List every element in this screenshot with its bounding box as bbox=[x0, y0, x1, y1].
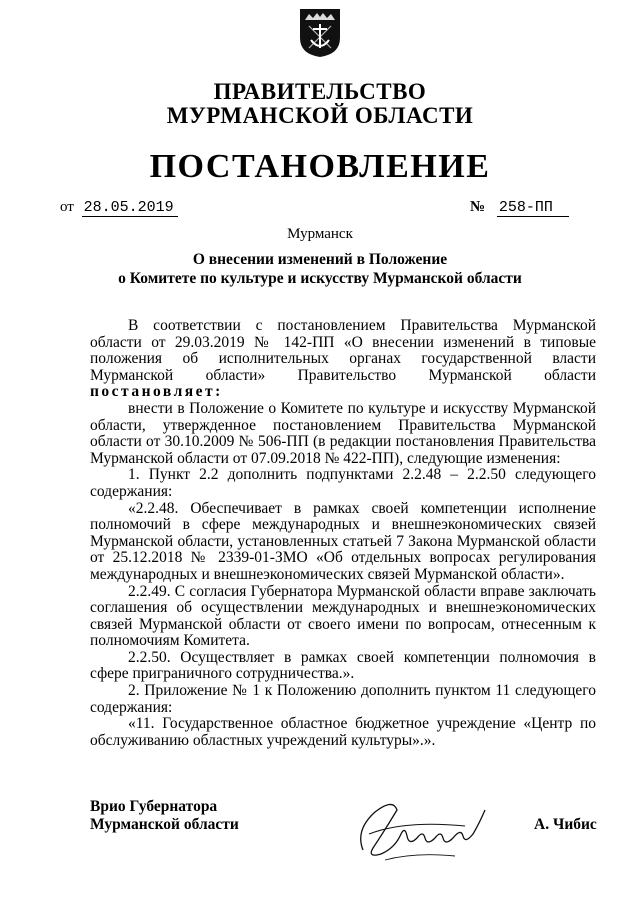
city: Мурманск bbox=[287, 226, 353, 242]
government-name-line1: ПРАВИТЕЛЬСТВО bbox=[213, 79, 427, 104]
signatory-position-line2: Мурманской области bbox=[90, 816, 239, 833]
number-field bbox=[470, 199, 569, 217]
signatory-name: А. Чибис bbox=[534, 816, 597, 833]
resolves-word: постановляет: bbox=[90, 383, 223, 401]
document-type-title: ПОСТАНОВЛЕНИЕ bbox=[149, 148, 491, 185]
paragraph-item-1: 1. Пункт 2.2 дополнить подпунктами 2.2.48 – 2.2.50 следующего содержания: bbox=[90, 466, 596, 500]
paragraph-preamble: В соответствии с постановлением Правительства Мурманской области от 29.03.2019 № 142-ПП «О внесении изменений в типовые положения об исполнительных органах государственной власти Мурманской области» Правительство Мурманской области постановляет: bbox=[90, 317, 596, 401]
paragraph-amend: внести в Положение о Комитете по культуре и искусству Мурманской области, утвержденное постановлением Правительства Мурманской области от 30.10.2009 № 506-ПП (в редакции постановления Правительства Мурманской области от 07.09.2018 № 422-ПП), следующие изменения: bbox=[90, 399, 596, 467]
paragraph-2-2-50: 2.2.50. Осуществляет в рамках своей компетенции полномочия в сфере приграничного сотрудничества.». bbox=[90, 648, 596, 683]
number-value: 258-ПП bbox=[497, 199, 569, 217]
government-name-line2: МУРМАНСКОЙ ОБЛАСТИ bbox=[166, 103, 474, 128]
number-prefix: № bbox=[470, 199, 486, 215]
coat-of-arms-icon bbox=[299, 8, 341, 58]
paragraph-2-2-48: «2.2.48. Обеспечивает в рамках своей компетенции исполнение полномочий в сфере международных и внешнеэкономических связей Мурманской области, установленных статьей 7 Закона Мурманской области от 25.12.2018 № 2339-01-ЗМО «Об отдельных вопросах регулирования международных и внешнеэкономических связей Мурманской области». bbox=[90, 499, 596, 583]
subject-line2: о Комитете по культуре и искусству Мурманской области bbox=[118, 270, 522, 287]
handwritten-signature-icon bbox=[345, 790, 505, 870]
paragraph-2-2-49: 2.2.49. С согласия Губернатора Мурманской области вправе заключать соглашения об осуществлении международных и внешнеэкономических связей Мурманской области от своего имени по вопросам, отнесенным к полномочиям Комитета. bbox=[90, 582, 596, 650]
date-prefix: от bbox=[60, 199, 74, 215]
paragraph-item-11: «11. Государственное областное бюджетное учреждение «Центр по обслуживанию областных учреждений культуры».». bbox=[90, 715, 596, 749]
signatory-position-line1: Врио Губернатора bbox=[90, 798, 218, 815]
paragraph-item-2: 2. Приложение № 1 к Положению дополнить пунктом 11 следующего содержания: bbox=[90, 682, 596, 716]
document-body bbox=[90, 318, 596, 749]
date-value: 28.05.2019 bbox=[82, 199, 178, 217]
date-field bbox=[60, 199, 178, 217]
subject-line1: О внесении изменений в Положение bbox=[192, 251, 448, 268]
